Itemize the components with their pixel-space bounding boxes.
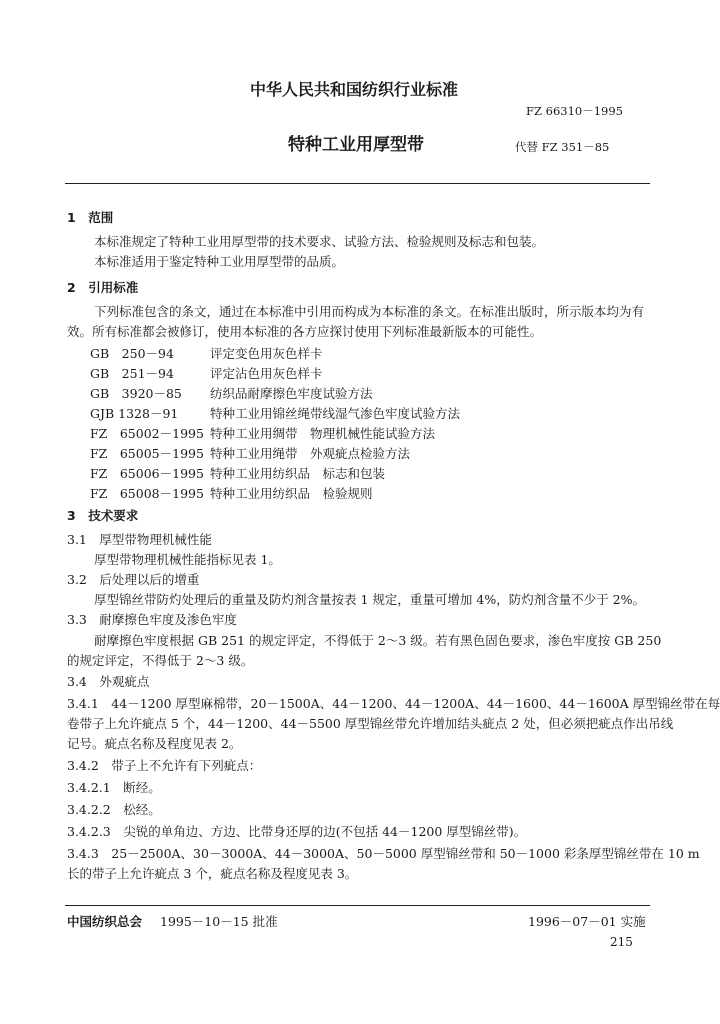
section-1-para-2: 本标准适用于鉴定特种工业用厚型带的品质。 xyxy=(94,254,345,269)
ref-code: GB 250－94 xyxy=(90,346,174,361)
issuing-body: 中国纺织总会 xyxy=(67,914,143,929)
section-2-intro-line-1: 下列标准包含的条文，通过在本标准中引用而构成为本标准的条文。在标准出版时，所示版本均为有 xyxy=(94,304,645,319)
section-1-heading: 1 范围 xyxy=(67,210,114,225)
ref-title: 评定沾色用灰色样卡 xyxy=(210,366,323,381)
ref-code: GJB 1328－91 xyxy=(90,406,179,421)
section-3-3-heading: 3.3 耐摩擦色牢度及渗色牢度 xyxy=(67,612,237,627)
section-3-heading: 3 技术要求 xyxy=(67,508,139,523)
ref-code: GB 251－94 xyxy=(90,366,174,381)
section-3-1-heading: 3.1 厚型带物理机械性能 xyxy=(67,532,212,547)
section-3-2-heading: 3.2 后处理以后的增重 xyxy=(67,572,200,587)
section-3-4-1-line-3: 记号。疵点名称及程度见表 2。 xyxy=(67,736,242,751)
effective-date: 1996－07－01 实施 xyxy=(528,914,646,929)
ref-title: 特种工业用锦丝绳带线湿气渗色牢度试验方法 xyxy=(210,406,461,421)
section-3-3-para-line-1: 耐摩擦色牢度根据 GB 251 的规定评定，不得低于 2～3 级。若有黑色固色要求，渗色牢度按 GB 250 xyxy=(94,633,662,648)
document-title: 特种工业用厚型带 xyxy=(288,135,424,155)
ref-title: 特种工业用纺织品 标志和包装 xyxy=(210,466,386,481)
section-2-heading: 2 引用标准 xyxy=(67,280,139,295)
standard-number: FZ 66310－1995 xyxy=(526,104,623,118)
replaces-standard: 代替 FZ 351－85 xyxy=(515,140,610,154)
section-3-4-2-1: 3.4.2.1 断经。 xyxy=(67,780,161,795)
section-3-2-para: 厚型锦丝带防灼处理后的重量及防灼剂含量按表 1 规定，重量可增加 4%，防灼剂含量不少于 2%。 xyxy=(94,592,646,607)
ref-title: 特种工业用绳带 外观疵点检验方法 xyxy=(210,446,411,461)
section-2-intro-line-2: 效。所有标准都会被修订，使用本标准的各方应探讨使用下列标准最新版本的可能性。 xyxy=(67,324,543,339)
ref-code: FZ 65005－1995 xyxy=(90,446,204,461)
approval-date: 1995－10－15 批准 xyxy=(160,914,278,929)
ref-title: 纺织品耐摩擦色牢度试验方法 xyxy=(210,386,373,401)
section-3-4-2-2: 3.4.2.2 松经。 xyxy=(67,802,161,817)
ref-code: FZ 65008－1995 xyxy=(90,486,204,501)
ref-title: 特种工业用绸带 物理机械性能试验方法 xyxy=(210,426,436,441)
header-divider xyxy=(65,183,650,184)
ref-code: FZ 65002－1995 xyxy=(90,426,204,441)
section-1-para-1: 本标准规定了特种工业用厚型带的技术要求、试验方法、检验规则及标志和包装。 xyxy=(94,234,545,249)
ref-code: FZ 65006－1995 xyxy=(90,466,204,481)
ref-title: 特种工业用纺织品 检验规则 xyxy=(210,486,373,501)
section-3-1-para: 厚型带物理机械性能指标见表 1。 xyxy=(94,552,281,567)
section-3-4-1-line-2: 卷带子上允许疵点 5 个，44－1200、44－5500 厚型锦丝带允许增加结头疵点 2 处，但必须把疵点作出吊线 xyxy=(67,716,674,731)
ref-title: 评定变色用灰色样卡 xyxy=(210,346,323,361)
section-3-4-3-line-1: 3.4.3 25－2500A、30－3000A、44－3000A、50－5000 厚型锦丝带和 50－1000 彩条厚型锦丝带在 10 m xyxy=(67,846,700,861)
section-3-4-1-line-1: 3.4.1 44－1200 厚型麻棉带，20－1500A、44－1200、44－1200A、44－1600、44－1600A 厚型锦丝带在每 xyxy=(67,696,720,711)
section-3-4-2-heading: 3.4.2 带子上不允许有下列疵点： xyxy=(67,758,262,773)
page-number: 215 xyxy=(610,935,633,949)
section-3-3-para-line-2: 的规定评定，不得低于 2～3 级。 xyxy=(67,653,254,668)
footer-divider xyxy=(65,905,650,906)
ref-code: GB 3920－85 xyxy=(90,386,182,401)
section-3-4-2-3: 3.4.2.3 尖锐的单角边、方边、比带身还厚的边(不包括 44－1200 厚型锦丝带)。 xyxy=(67,824,527,839)
section-3-4-heading: 3.4 外观疵点 xyxy=(67,674,150,689)
section-3-4-3-line-2: 长的带子上允许疵点 3 个，疵点名称及程度见表 3。 xyxy=(67,866,358,881)
issuing-authority-title: 中华人民共和国纺织行业标准 xyxy=(250,80,459,99)
